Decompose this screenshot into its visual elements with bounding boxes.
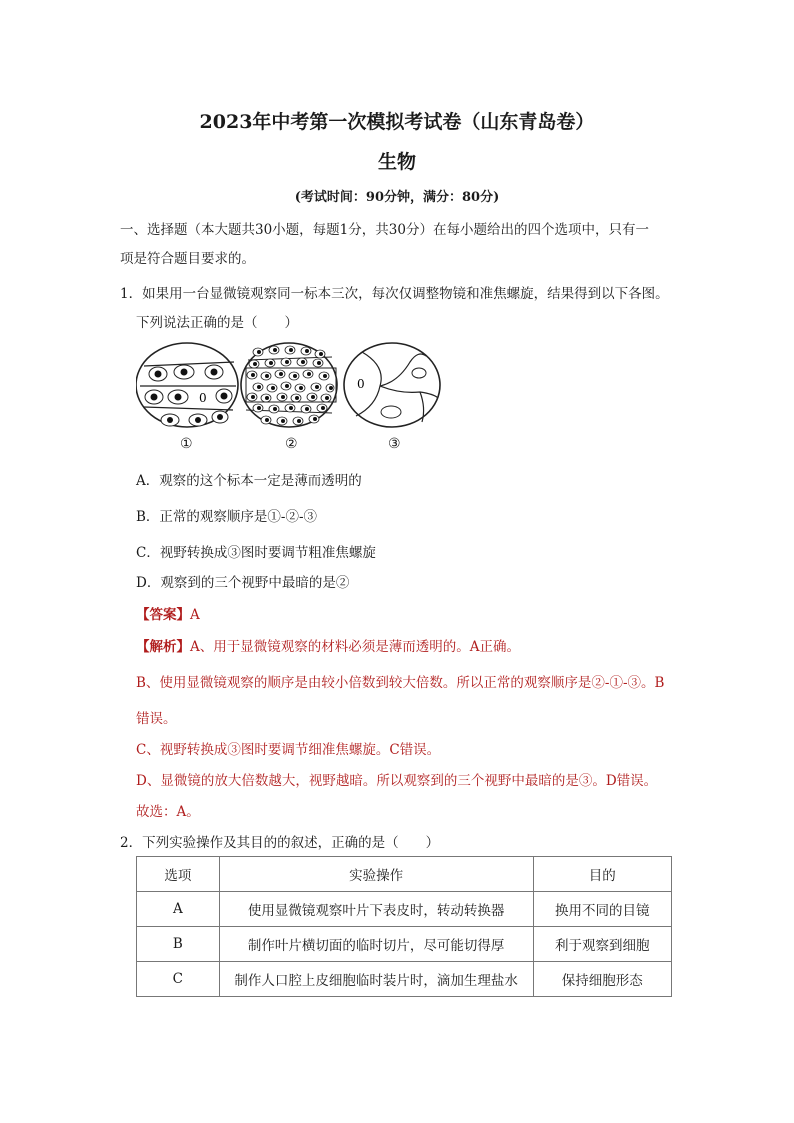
table-cell: C bbox=[137, 962, 220, 997]
table-row bbox=[137, 892, 672, 927]
section-instruction-line1: 一、选择题（本大题共30小题，每题1分，共30分）在每小题给出的四个选项中，只有一 bbox=[120, 222, 649, 238]
exam-subject: 生物 bbox=[377, 151, 416, 173]
figure-2-label: ② bbox=[285, 436, 298, 452]
table-header-cell: 实验操作 bbox=[219, 857, 533, 892]
q1-option-a: A．观察的这个标本一定是薄而透明的 bbox=[136, 473, 362, 489]
table-cell: 制作叶片横切面的临时切片，尽可能切得厚 bbox=[219, 927, 533, 962]
table-cell: 换用不同的目镜 bbox=[533, 892, 672, 927]
q2-table bbox=[136, 856, 672, 997]
q1-answer bbox=[136, 603, 200, 623]
exam-title: 2023年中考第一次模拟考试卷（山东青岛卷） bbox=[199, 111, 595, 133]
microscope-views bbox=[136, 342, 446, 432]
q1-option-b: B．正常的观察顺序是①-②-③ bbox=[136, 509, 318, 525]
table-cell: 利于观察到细胞 bbox=[533, 927, 672, 962]
q1-analysis-line1 bbox=[136, 635, 520, 655]
analysis-text: A、用于显微镜观察的材料必须是薄而透明的。A正确。 bbox=[190, 639, 520, 655]
answer-value: A bbox=[190, 607, 200, 623]
q1-stem-line1: 1．如果用一台显微镜观察同一标本三次，每次仅调整物镜和准焦螺旋，结果得到以下各图。 bbox=[120, 286, 669, 302]
figure-2-view bbox=[241, 343, 337, 427]
q1-analysis-line2: B、使用显微镜观察的顺序是由较小倍数到较大倍数。所以正常的观察顺序是②-①-③。B bbox=[136, 675, 665, 691]
q1-analysis-line6: 故选：A。 bbox=[136, 804, 200, 820]
q1-analysis-line5: D、显微镜的放大倍数越大，视野越暗。所以观察到的三个视野中最暗的是③。D错误。 bbox=[136, 773, 658, 789]
exam-meta: (考试时间：90分钟，满分：80分) bbox=[294, 190, 500, 205]
q1-option-d: D．观察到的三个视野中最暗的是② bbox=[136, 575, 350, 591]
figure-3-label: ③ bbox=[388, 436, 401, 452]
q1-analysis-line4: C、视野转换成③图时要调节细准焦螺旋。C错误。 bbox=[136, 742, 441, 758]
figure-3-view bbox=[344, 343, 440, 427]
table-cell: B bbox=[137, 927, 220, 962]
table-row bbox=[137, 927, 672, 962]
figure-3-mark: 0 bbox=[357, 377, 365, 391]
figure-1-mark: 0 bbox=[199, 391, 207, 405]
table-header-cell: 选项 bbox=[137, 857, 220, 892]
table-cell: 保持细胞形态 bbox=[533, 962, 672, 997]
table-cell: 制作人口腔上皮细胞临时装片时，滴加生理盐水 bbox=[219, 962, 533, 997]
answer-label: 【答案】 bbox=[136, 607, 190, 623]
table-header-cell: 目的 bbox=[533, 857, 672, 892]
table-row bbox=[137, 962, 672, 997]
analysis-label: 【解析】 bbox=[136, 639, 190, 655]
q1-option-c: C．视野转换成③图时要调节粗准焦螺旋 bbox=[136, 545, 376, 561]
q1-analysis-line3: 错误。 bbox=[136, 711, 177, 727]
table-cell: A bbox=[137, 892, 220, 927]
q1-figures bbox=[136, 342, 446, 432]
section-instruction-line2: 项是符合题目要求的。 bbox=[120, 251, 255, 267]
table-cell: 使用显微镜观察叶片下表皮时，转动转换器 bbox=[219, 892, 533, 927]
figure-1-view bbox=[136, 343, 238, 427]
q1-stem-line2: 下列说法正确的是（ ） bbox=[136, 315, 298, 331]
table-header-row bbox=[137, 857, 672, 892]
q2-stem: 2．下列实验操作及其目的的叙述，正确的是（ ） bbox=[120, 835, 440, 851]
figure-1-label: ① bbox=[180, 436, 193, 452]
